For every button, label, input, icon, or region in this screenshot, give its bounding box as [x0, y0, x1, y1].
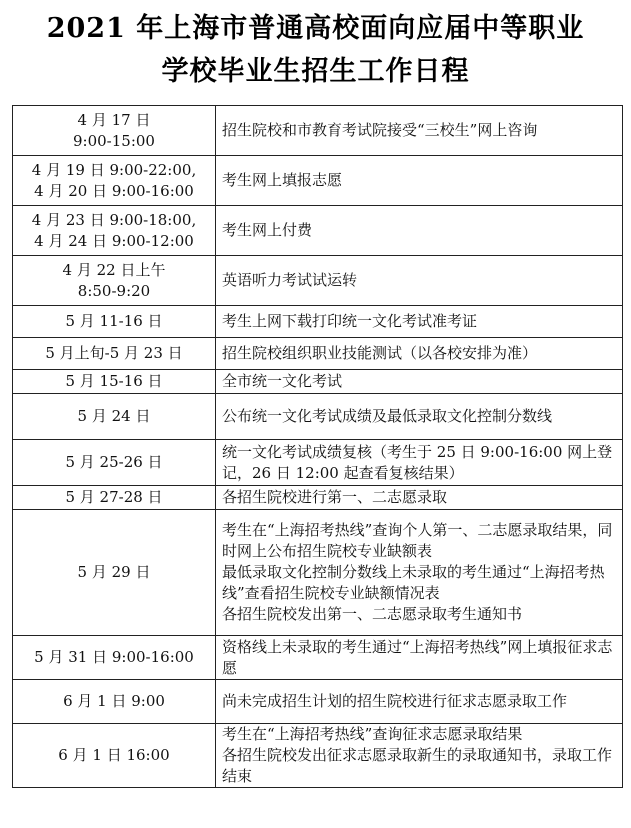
schedule-date-text: 4 月 19 日 9:00-22:00,	[31, 160, 197, 179]
schedule-date-text: 6 月 1 日 9:00	[63, 692, 165, 710]
schedule-task-text: 公布统一文化考试成绩及最低录取文化控制分数线	[222, 407, 553, 425]
schedule-date-cell	[13, 680, 216, 724]
schedule-task-text: 考生上网下载打印统一文化考试准考证	[222, 312, 478, 330]
schedule-task-cell	[216, 394, 623, 440]
schedule-date-cell	[13, 486, 216, 510]
schedule-date-cell	[13, 394, 216, 440]
schedule-task-text: 统一文化考试成绩复核（考生于 25 日 9:00-16:00 网上登记，26 日 12:00 起查看复核结果）	[222, 442, 613, 482]
schedule-row	[13, 510, 623, 636]
schedule-date-cell	[13, 206, 216, 256]
schedule-task-cell	[216, 306, 623, 338]
schedule-date-cell	[13, 156, 216, 206]
page-title-line-2: 学校毕业生招生工作日程	[161, 56, 470, 87]
schedule-date-text: 5 月 25-26 日	[65, 453, 163, 471]
schedule-task-text: 资格线上未录取的考生通过“上海招考热线”网上填报征求志愿	[222, 637, 613, 677]
schedule-task-text: 全市统一文化考试	[222, 372, 343, 390]
schedule-task-cell	[216, 510, 623, 636]
schedule-row	[13, 306, 623, 338]
schedule-task-text: 考生在“上海招考热线”查询征求志愿录取结果	[222, 725, 523, 743]
schedule-task-cell	[216, 724, 623, 788]
schedule-task-cell	[216, 486, 623, 510]
schedule-table	[12, 105, 623, 788]
schedule-task-text: 尚未完成招生计划的招生院校进行征求志愿录取工作	[222, 692, 568, 710]
schedule-task-text: 考生网上付费	[222, 221, 313, 239]
schedule-date-text: 5 月 15-16 日	[65, 372, 163, 390]
schedule-row	[13, 156, 623, 206]
schedule-row	[13, 256, 623, 306]
schedule-row	[13, 370, 623, 394]
schedule-task-text: 招生院校组织职业技能测试（以各校安排为准）	[222, 344, 538, 362]
schedule-row	[13, 338, 623, 370]
schedule-row	[13, 680, 623, 724]
schedule-date-cell	[13, 440, 216, 486]
schedule-row	[13, 724, 623, 788]
schedule-date-cell	[13, 256, 216, 306]
schedule-row	[13, 394, 623, 440]
schedule-date-cell	[13, 370, 216, 394]
schedule-row	[13, 440, 623, 486]
schedule-task-text: 招生院校和市教育考试院接受“三校生”网上咨询	[222, 121, 538, 139]
schedule-task-text: 考生网上填报志愿	[222, 171, 343, 189]
schedule-task-cell	[216, 256, 623, 306]
schedule-task-text: 英语听力考试试运转	[222, 271, 358, 289]
schedule-date-cell	[13, 510, 216, 636]
schedule-date-text: 4 月 23 日 9:00-18:00,	[31, 210, 197, 229]
schedule-task-text: 考生在“上海招考热线”查询个人第一、二志愿录取结果，同时网上公布招生院校专业缺额表	[222, 521, 613, 560]
schedule-date-text: 5 月 29 日	[77, 563, 151, 581]
schedule-date-text: 5 月上旬-5 月 23 日	[45, 344, 183, 362]
page-title-line-1: 2021 年上海市普通高校面向应届中等职业	[46, 13, 585, 44]
schedule-task-cell	[216, 370, 623, 394]
schedule-date-text: 4 月 22 日上午	[62, 260, 166, 279]
schedule-date-text: 6 月 1 日 16:00	[58, 746, 170, 764]
schedule-date-text: 9:00-15:00	[73, 131, 155, 150]
schedule-date-text: 5 月 11-16 日	[65, 312, 163, 330]
schedule-date-text: 4 月 20 日 9:00-16:00	[34, 181, 194, 200]
schedule-task-cell	[216, 338, 623, 370]
schedule-table-body	[13, 106, 623, 788]
schedule-task-text: 各招生院校进行第一、二志愿录取	[222, 488, 448, 506]
schedule-task-cell	[216, 156, 623, 206]
schedule-task-cell	[216, 440, 623, 486]
schedule-date-cell	[13, 724, 216, 788]
schedule-date-cell	[13, 106, 216, 156]
schedule-row	[13, 206, 623, 256]
schedule-date-cell	[13, 306, 216, 338]
schedule-task-text: 各招生院校发出征求志愿录取新生的录取通知书，录取工作结束	[222, 746, 613, 785]
schedule-row	[13, 636, 623, 680]
schedule-date-text: 8:50-9:20	[77, 281, 151, 300]
schedule-date-text: 4 月 24 日 9:00-12:00	[34, 231, 194, 250]
schedule-row	[13, 106, 623, 156]
schedule-date-cell	[13, 338, 216, 370]
schedule-date-cell	[13, 636, 216, 680]
schedule-date-text: 5 月 24 日	[77, 407, 151, 425]
schedule-row	[13, 486, 623, 510]
schedule-task-text: 最低录取文化控制分数线上未录取的考生通过“上海招考热线”查看招生院校专业缺额情况表	[222, 563, 605, 602]
schedule-task-cell	[216, 636, 623, 680]
schedule-date-text: 5 月 27-28 日	[65, 488, 163, 506]
schedule-task-cell	[216, 680, 623, 724]
schedule-task-text: 各招生院校发出第一、二志愿录取考生通知书	[222, 605, 523, 623]
schedule-task-cell	[216, 106, 623, 156]
schedule-task-cell	[216, 206, 623, 256]
schedule-date-text: 4 月 17 日	[77, 110, 151, 129]
schedule-date-text: 5 月 31 日 9:00-16:00	[34, 648, 194, 666]
